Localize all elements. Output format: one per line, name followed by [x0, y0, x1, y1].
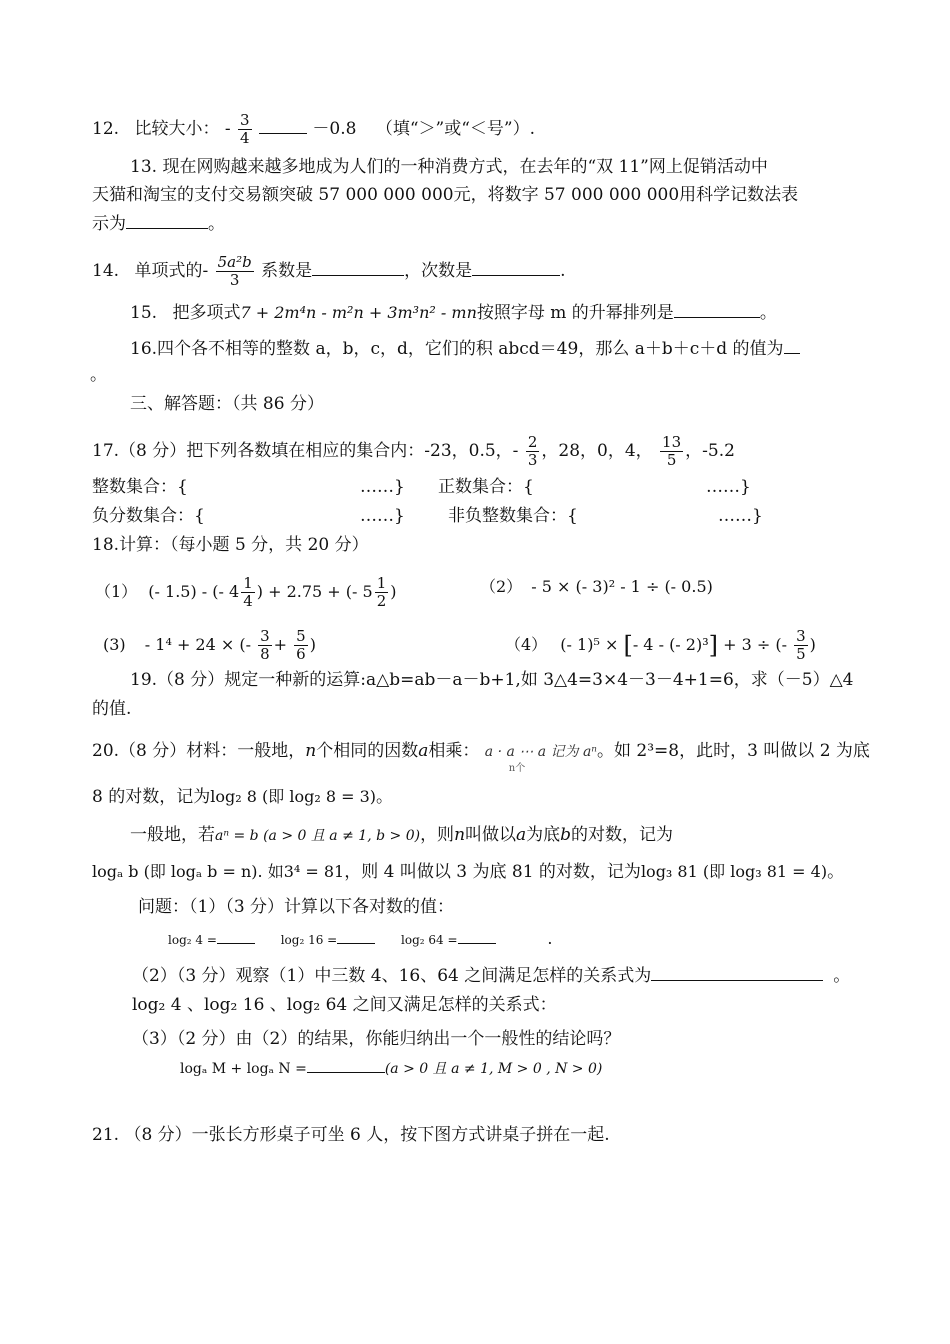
q18-p1-frac2: [375, 575, 389, 610]
q17-tail: ，-5.2: [685, 441, 735, 461]
q17-set-negfrac-end: ……}: [360, 506, 405, 526]
q20-l3c: 叫做以: [465, 825, 517, 845]
q20-l1c: a: [418, 741, 429, 761]
q18-p4-lbracket: [: [623, 631, 633, 660]
q20-line2: [92, 786, 393, 808]
q17-frac1: [526, 434, 540, 469]
q20-log3-blank[interactable]: [458, 931, 496, 944]
q17-set-positive: 正数集合：{: [438, 477, 534, 497]
q14-t1: 系数是: [261, 261, 313, 281]
q20-q2b: log₂ 4 、log₂ 16 、log₂ 64 之间又满足怎样的关系式：: [132, 995, 557, 1015]
q16-line1: [130, 337, 800, 360]
q20-q3-formula: [180, 1058, 602, 1080]
q20-product: [484, 740, 597, 774]
q20-l2e: 。: [376, 787, 393, 807]
q18-p4-frac-den: 5: [796, 645, 806, 663]
q18-p4-frac-num: 3: [796, 627, 806, 645]
q18-p4-b: - 4 - (- 2)³: [632, 635, 709, 654]
q18-p1-frac2-den: 2: [376, 592, 387, 610]
q13-label: 示为: [92, 214, 126, 234]
q18-p4-c: + 3 ÷ (-: [723, 635, 788, 654]
q15-label: 把多项式: [172, 303, 241, 323]
q20-q3-blank[interactable]: [307, 1060, 385, 1073]
q17-frac1-num: 2: [527, 433, 538, 451]
q17-line: [92, 434, 735, 469]
q20-l1e: 。如 2³=8，此时，3 叫做以 2 为底: [596, 741, 870, 761]
q18-p3-frac1-den: 8: [260, 645, 270, 663]
q14-end: .: [560, 261, 566, 281]
q18-p1-label: （1）: [95, 582, 138, 601]
q20-l1d: 相乘：: [428, 741, 480, 761]
q17-set-positive-end: ……}: [706, 477, 751, 497]
q18-p4-a: (- 1)⁵ ×: [560, 635, 619, 654]
q14-neg: -: [202, 261, 209, 281]
q18-p4-e: ): [809, 635, 816, 654]
q20-q3m: logₐ M + logₐ N =: [180, 1061, 307, 1077]
q15-end: 。: [759, 303, 777, 323]
q15-rest: 按照字母 m 的升幂排列是: [476, 303, 674, 323]
q20-q2: [132, 964, 850, 987]
q20-l3bb: b: [560, 825, 572, 845]
q18-p3-frac2-den: 6: [296, 645, 306, 663]
q20-l1a: 20.（8 分）材料：一般地，: [92, 741, 306, 761]
q20-l3: 一般地，若: [130, 825, 215, 845]
q18-p4-rbracket: ]: [708, 631, 719, 660]
q12-answer-blank[interactable]: [259, 117, 307, 134]
q14-coef-blank[interactable]: [312, 259, 404, 276]
q12-number: 12.: [92, 119, 120, 139]
q19-line2: 的值.: [92, 699, 132, 719]
q13-line2: 天猫和淘宝的支付交易额突破 57 000 000 000元，将数字 57 000 000 000用科学记数法表: [92, 185, 799, 205]
q17-mid: ，28，0，4，: [541, 441, 653, 461]
q20-l1n: n: [305, 741, 317, 761]
q20-l1b: 个相同的因数: [316, 741, 419, 761]
q13-line3: [92, 212, 225, 235]
q13-answer-blank[interactable]: [126, 212, 208, 229]
q16-answer-blank[interactable]: [784, 337, 800, 354]
q20-l3b: ，则: [420, 825, 455, 845]
q20-q2-blank[interactable]: [651, 964, 823, 981]
q20-l4m: logₐ b (即 logₐ b = n): [92, 862, 258, 881]
q20-product-under: n个: [508, 763, 526, 774]
q20-q3c: (a > 0 且 a ≠ 1, M > 0 , N > 0): [384, 1061, 603, 1077]
q18-p4-label: （4）: [505, 635, 548, 654]
q20-log1-blank[interactable]: [217, 931, 255, 944]
q17-frac2-den: 5: [666, 451, 677, 469]
q18-p3-frac2: [294, 628, 308, 663]
q20-logs-dot: .: [547, 929, 553, 948]
q18-p1-frac1-num: 1: [243, 574, 253, 592]
q17-frac2: [660, 434, 683, 469]
q12-label: 比较大小：: [134, 119, 220, 139]
q20-q2-text: （2）（3 分）观察（1）中三数 4、16、64 之间满足怎样的关系式为: [132, 966, 652, 986]
q20-l3n: n: [454, 825, 466, 845]
q15-expr: 7 + 2m⁴n - m²n + 3m³n² - mn: [240, 303, 477, 322]
q20-log1: log₂ 4 =: [168, 933, 217, 947]
q17-text: 17.（8 分）把下列各数填在相应的集合内：-23，0.5，: [92, 441, 513, 461]
q18-p2-expr: - 5 × (- 3)² - 1 ÷ (- 0.5): [531, 577, 713, 596]
q17-set-negfrac: 负分数集合：{: [92, 506, 205, 526]
q18-p1: [95, 575, 396, 610]
q18-p3-a: - 1⁴ + 24 × (-: [144, 635, 252, 654]
q18-p1-b: ) + 2.75 + (- 5: [256, 582, 373, 601]
q12-neg: -: [224, 119, 231, 139]
q20-log2: log₂ 16 =: [280, 933, 338, 947]
q18-p2-label: （2）: [480, 577, 523, 596]
q12-frac-num: 3: [240, 111, 250, 129]
q20-q2-end: 。: [833, 966, 851, 986]
q18-p1-a: (- 1.5) - (- 4: [148, 582, 240, 601]
q14-label: 单项式的: [134, 261, 203, 281]
q12-rhs: －0.8: [312, 119, 357, 139]
q14-frac-num: 5a²b: [217, 253, 252, 271]
q18-p1-c: ): [390, 582, 397, 601]
q14-number: 14.: [92, 261, 120, 281]
q18-p3-c: ): [309, 635, 316, 654]
q17-set-nonneg: 非负整数集合：{: [448, 506, 578, 526]
q18-p1-frac1-den: 4: [243, 592, 253, 610]
q15-number: 15.: [130, 303, 158, 323]
q20-q3: （3）（2 分）由（2）的结果，你能归纳出一个一般性的结论吗？: [132, 1029, 621, 1049]
q14-line: [92, 254, 566, 289]
q21-line: 21. （8 分）一张长方形桌子可坐 6 人，按下图方式讲桌子拼在一起.: [92, 1125, 610, 1145]
q20-logs: [168, 928, 552, 951]
q20-q1: 问题：（1）（3 分）计算以下各对数的值：: [138, 897, 455, 917]
q17-set-nonneg-end: ……}: [718, 506, 763, 526]
q16-line2: 。: [90, 365, 107, 385]
q13-line1: 13. 现在网购越来越多地成为人们的一种消费方式，在去年的“双 11”网上促销活动中: [130, 157, 768, 177]
q20-l2m: log₂ 8 (即 log₂ 8 = 3): [210, 787, 376, 806]
q20-line3: [130, 824, 673, 847]
q18-p2: [480, 576, 713, 598]
q13-end: 。: [208, 214, 225, 234]
q12-frac-den: 4: [240, 129, 250, 147]
q18-p3: [103, 628, 316, 663]
q18-p4-frac: [794, 628, 808, 663]
q18-p3-frac2-num: 5: [296, 627, 306, 645]
q12-fraction: [238, 112, 252, 147]
q17-set-integer-end: ……}: [360, 477, 405, 497]
q18-title: 18.计算：（每小题 5 分，共 20 分）: [92, 535, 369, 555]
q20-l4b: . 如3⁴ = 81: [257, 862, 345, 881]
q20-log3: log₂ 64 =: [401, 933, 458, 947]
q20-log2-blank[interactable]: [337, 931, 375, 944]
q20-l4e: 。: [827, 862, 845, 882]
q18-p4: [505, 628, 816, 663]
q20-l4m2: log₃ 81 (即 log₃ 81 = 4): [640, 862, 828, 881]
q16-text: 16.四个各不相等的整数 a，b，c，d，它们的积 abcd＝49，那么 a＋b＋c＋d 的值为: [130, 339, 784, 359]
q20-line4: [92, 861, 844, 883]
q17-set-integer: 整数集合：{: [92, 477, 188, 497]
q18-p3-frac1-num: 3: [260, 627, 270, 645]
q20-l3a: a: [516, 825, 527, 845]
q17-frac1-den: 3: [527, 451, 538, 469]
q15-line: [130, 301, 777, 324]
q12-line: [92, 112, 535, 147]
q20-l3m: aⁿ = b (a > 0 且 a ≠ 1, b > 0): [215, 828, 421, 844]
q20-line1: [92, 740, 870, 774]
q18-p1-frac2-num: 1: [376, 574, 387, 592]
q20-product-expr: a · a ⋯ a 记为 aⁿ: [484, 744, 597, 760]
q14-fraction: [216, 254, 254, 289]
q20-l3e: 的对数，记为: [571, 825, 674, 845]
q17-neg: -: [512, 441, 519, 461]
q20-l3d: 为底: [526, 825, 561, 845]
section3-heading: 三、解答题：（共 86 分）: [130, 394, 324, 414]
q14-t2: ，次数是: [404, 261, 473, 281]
q20-l2: 8 的对数，记为: [92, 787, 211, 807]
q14-degree-blank[interactable]: [472, 259, 560, 276]
q17-frac2-num: 13: [662, 433, 682, 451]
q14-frac-den: 3: [229, 271, 240, 289]
q18-p3-label: (3): [103, 635, 126, 654]
q20-l4c: ，则 4 叫做以 3 为底 81 的对数，记为: [344, 862, 641, 882]
q18-p1-frac1: [241, 575, 255, 610]
q15-answer-blank[interactable]: [674, 301, 760, 318]
q12-note: （填“＞”或“＜号”）.: [375, 119, 535, 139]
q19-line1: 19.（8 分）规定一种新的运算:a△b=ab－a－b+1,如 3△4=3×4－3－4+1=6，求（－5）△4: [130, 670, 854, 690]
q18-p3-plus: +: [273, 635, 288, 654]
q18-p3-frac1: [258, 628, 272, 663]
